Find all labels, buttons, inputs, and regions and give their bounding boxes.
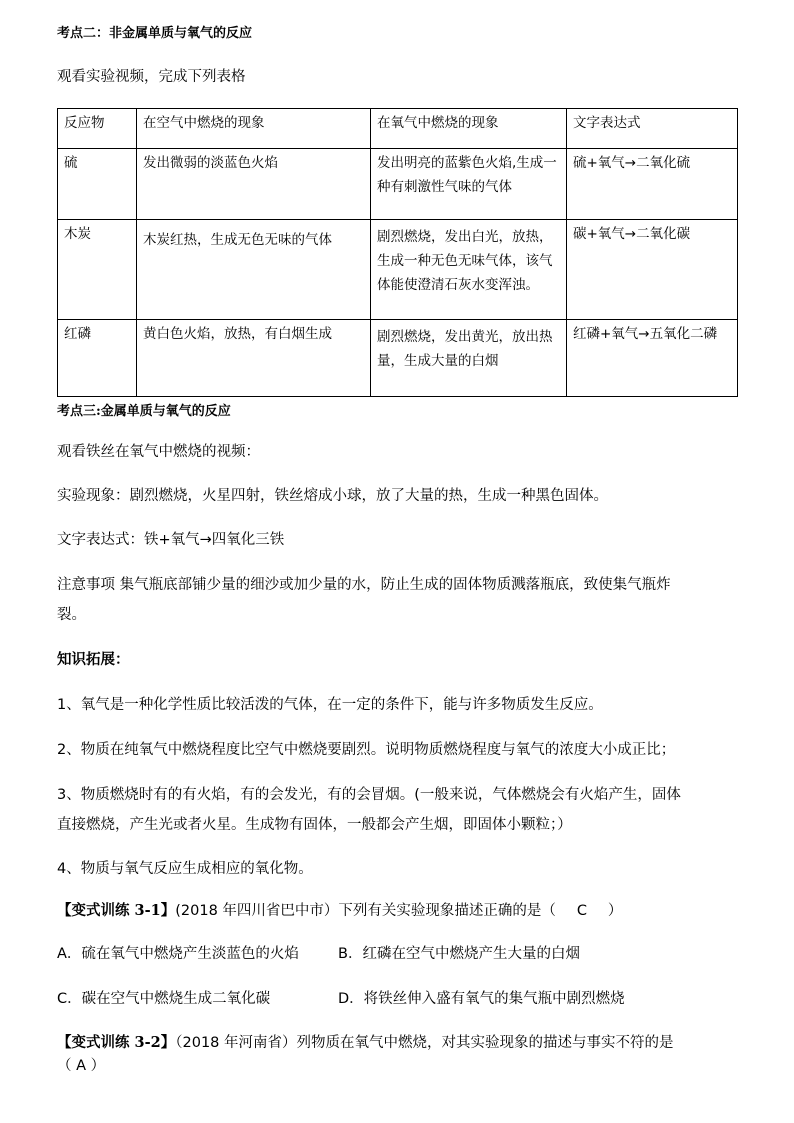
table-cell: 剧烈燃烧，发出黄光，放出热量，生成大量的白烟	[371, 320, 567, 397]
section-heading: 知识拓展：	[57, 651, 130, 668]
question-line	[57, 899, 622, 920]
question-close: ）	[607, 903, 623, 919]
table-cell: 发出明亮的蓝紫色火焰,生成一种有刺激性气味的气体	[371, 149, 567, 220]
option-d: D．将铁丝伸入盛有氧气的集气瓶中剧烈燃烧	[338, 991, 625, 1007]
table-row	[58, 149, 738, 220]
question-source: （2018 年河南省）列物质在氧气中燃烧，对其实验现象的描述与事实不符的是	[175, 1035, 674, 1051]
question-line	[57, 1031, 674, 1052]
table-cell: 剧烈燃烧，发出白光，放热，生成一种无色无味气体，该气体能使澄清石灰水变浑浊。	[371, 220, 567, 320]
section-heading: 考点三:金属单质与氧气的反应	[57, 404, 231, 419]
paragraph: 直接燃烧，产生光或者火星。生成物有固体，一般都会产生烟，即固体小颗粒；）	[57, 817, 572, 833]
table-header-row	[58, 109, 738, 149]
table-header-cell: 反应物	[58, 109, 137, 149]
table-header-cell: 文字表达式	[567, 109, 738, 149]
paragraph: 观看铁丝在氧气中燃烧的视频：	[57, 444, 260, 460]
table-cell: 硫+氧气→二氧化硫	[567, 149, 738, 220]
option-c: C．碳在空气中燃烧生成二氧化碳	[57, 991, 271, 1007]
table-cell: 红磷	[58, 320, 137, 397]
table-row	[58, 320, 738, 397]
table-cell: 木炭	[58, 220, 137, 320]
paragraph: 注意事项 集气瓶底部铺少量的细沙或加少量的水，防止生成的固体物质溅落瓶底，致使集气瓶炸	[57, 577, 671, 593]
reaction-table	[57, 108, 738, 397]
paragraph: 裂。	[57, 607, 86, 623]
table-cell: 木炭红热，生成无色无味的气体	[137, 220, 371, 320]
paragraph: 4、物质与氧气反应生成相应的氧化物。	[57, 861, 313, 877]
answer-line: （ A ）	[57, 1058, 106, 1074]
table-header-cell: 在氧气中燃烧的现象	[371, 109, 567, 149]
exercise-tag: 【变式训练 3-2】	[57, 1034, 176, 1051]
paragraph: 实验现象：剧烈燃烧，火星四射，铁丝熔成小球，放了大量的热，生成一种黑色固体。	[57, 488, 608, 504]
table-row	[58, 220, 738, 320]
paragraph: 1、氧气是一种化学性质比较活泼的气体，在一定的条件下，能与许多物质发生反应。	[57, 697, 603, 713]
paragraph: 文字表达式：铁+氧气→四氧化三铁	[57, 532, 285, 548]
table-cell: 碳+氧气→二氧化碳	[567, 220, 738, 320]
paragraph: 2、物质在纯氧气中燃烧程度比空气中燃烧要剧烈。说明物质燃烧程度与氧气的浓度大小成正比；	[57, 742, 676, 758]
question-source: (2018 年四川省巴中市）下列有关实验现象描述正确的是（	[175, 903, 556, 919]
paragraph: 3、物质燃烧时有的有火焰，有的会发光，有的会冒烟。(一般来说，气体燃烧会有火焰产生，固体	[57, 787, 681, 803]
intro-text: 观看实验视频，完成下列表格	[57, 69, 246, 85]
option-b: B．红磷在空气中燃烧产生大量的白烟	[338, 946, 580, 962]
section-heading: 考点二：非金属单质与氧气的反应	[57, 26, 253, 41]
answer-text: C	[576, 903, 587, 919]
table-cell: 黄白色火焰，放热，有白烟生成	[137, 320, 371, 397]
table-header-cell: 在空气中燃烧的现象	[137, 109, 371, 149]
exercise-tag: 【变式训练 3-1】	[57, 902, 176, 919]
table-cell: 红磷+氧气→五氧化二磷	[567, 320, 738, 397]
table-cell: 硫	[58, 149, 137, 220]
option-a: A．硫在氧气中燃烧产生淡蓝色的火焰	[57, 946, 299, 962]
table-cell: 发出微弱的淡蓝色火焰	[137, 149, 371, 220]
